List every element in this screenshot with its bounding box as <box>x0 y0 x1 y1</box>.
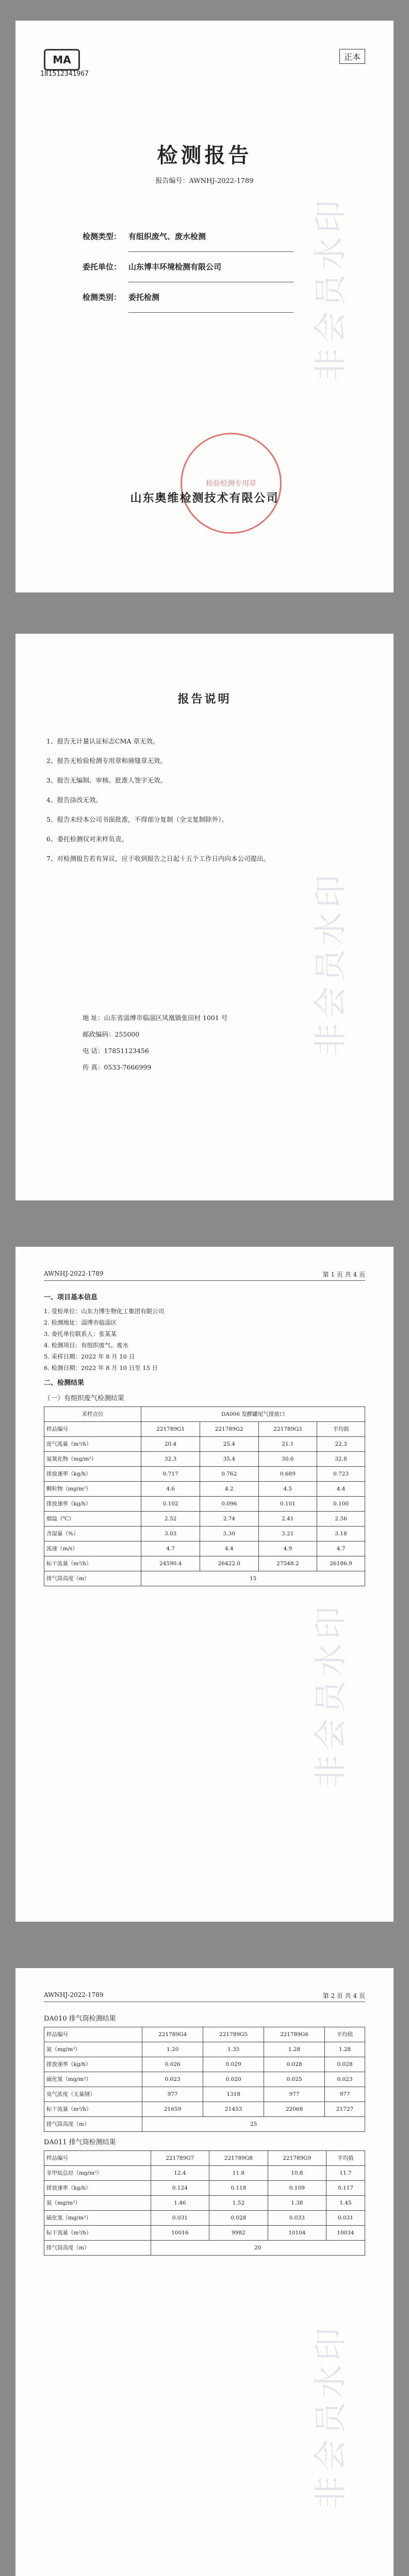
table-cell: 平均值 <box>325 2027 365 2042</box>
table-cell: 氨（mg/m³） <box>44 2196 151 2211</box>
table-cell: 4.6 <box>141 1482 200 1497</box>
table-row <box>44 2211 365 2226</box>
table-row <box>44 2087 365 2102</box>
table-cell: 颗粒物（mg/m³） <box>44 1482 141 1497</box>
statement-page <box>15 634 394 1200</box>
table-cell: 2.41 <box>258 1512 317 1527</box>
table-cell: 10.8 <box>268 2166 326 2181</box>
table-cell: 12.4 <box>151 2166 209 2181</box>
results-page-2 <box>15 1968 394 2576</box>
table-cell: 氨（mg/m³） <box>44 2042 142 2057</box>
table-cell: 10034 <box>326 2226 365 2241</box>
table-cell: 4.4 <box>317 1482 365 1497</box>
table-cell: 11.8 <box>209 2166 268 2181</box>
table-cell: 硫化氢（mg/m³） <box>44 2072 142 2087</box>
table-cell: 1.52 <box>209 2196 268 2211</box>
table-cell: 221789G3 <box>258 1422 317 1437</box>
table-cell: 1.28 <box>325 2042 365 2057</box>
table-header-cell: DA006 发酵罐尾气排放口 <box>141 1407 365 1422</box>
table-cell: 平均值 <box>326 2151 365 2166</box>
table-cell: 排气筒高度（m） <box>44 1571 141 1586</box>
table-cell: 21659 <box>142 2102 203 2117</box>
table-cell: 4.2 <box>200 1482 258 1497</box>
table-cell: 30.6 <box>258 1452 317 1467</box>
table-cell: 0.028 <box>264 2057 325 2072</box>
table-cell: 0.031 <box>151 2211 209 2226</box>
waste-gas-table <box>44 1406 365 1586</box>
table-cell: 21453 <box>203 2102 264 2117</box>
official-stamp: 检验检测专用章 <box>181 433 282 534</box>
table-cell: 20.4 <box>141 1437 200 1452</box>
table-row <box>44 2042 365 2057</box>
table-cell: 0.124 <box>151 2181 209 2196</box>
table-cell: 0.033 <box>268 2211 326 2226</box>
table-cell: 0.025 <box>264 2072 325 2087</box>
table-row <box>44 2027 365 2042</box>
table-row <box>44 1422 365 1437</box>
table-cell: 0.028 <box>209 2211 268 2226</box>
table-cell: 平均值 <box>317 1422 365 1437</box>
table-cell: 15 <box>141 1571 365 1586</box>
table-cell: 标干流量（m³/h） <box>44 2226 151 2241</box>
table-cell: 0.102 <box>141 1497 200 1512</box>
table-cell: 32.8 <box>317 1452 365 1467</box>
table-cell: 22.3 <box>317 1437 365 1452</box>
table-cell: 32.3 <box>141 1452 200 1467</box>
table-cell: 11.7 <box>326 2166 365 2181</box>
table-row <box>44 2226 365 2241</box>
table-cell: 4.4 <box>200 1541 258 1556</box>
table-cell: 2.74 <box>200 1512 258 1527</box>
table-cell: 排放速率（kg/h） <box>44 1497 141 1512</box>
table-cell: 22068 <box>264 2102 325 2117</box>
table-row <box>44 2117 365 2132</box>
table-row <box>44 2196 365 2211</box>
table-cell: 3.30 <box>200 1527 258 1541</box>
table-cell: 1.28 <box>264 2042 325 2057</box>
table-cell: 221789G5 <box>203 2027 264 2042</box>
cma-logo: MA <box>44 49 80 71</box>
da010-table <box>44 2027 365 2132</box>
da011-table <box>44 2150 365 2256</box>
table-cell: 21.1 <box>258 1437 317 1452</box>
table-cell: 标干流量（m³/h） <box>44 1556 141 1571</box>
table-cell: 0.100 <box>317 1497 365 1512</box>
table-cell: 221789G1 <box>141 1422 200 1437</box>
table-cell: 臭气浓度（无量纲） <box>44 2087 142 2102</box>
table-cell: 221789G9 <box>268 2151 326 2166</box>
table-title: DA011 排气筒检测结果 <box>44 2139 116 2146</box>
table-cell: 0.109 <box>268 2181 326 2196</box>
table-cell: 4.7 <box>141 1541 200 1556</box>
contact-info: 地 址：山东省淄博市临淄区凤凰镇张田村 1001 号 邮政编码：255000 电 话：17851123456 传 真：0533-7666999 <box>83 1014 228 1071</box>
table-cell: 21727 <box>325 2102 365 2117</box>
table-cell: 4.5 <box>258 1482 317 1497</box>
table-cell: 1.45 <box>326 2196 365 2211</box>
table-cell: 氮氧化物（mg/m³） <box>44 1452 141 1467</box>
report-number: 报告编号：AWNHJ-2022-1789 <box>155 177 254 185</box>
table-cell: 流速（m/s） <box>44 1541 141 1556</box>
table-cell: 0.101 <box>258 1497 317 1512</box>
table-cell: 977 <box>264 2087 325 2102</box>
table-cell: 1.20 <box>142 2042 203 2057</box>
table-cell: 0.020 <box>203 2072 264 2087</box>
table-cell: 1.46 <box>151 2196 209 2211</box>
report-title: 检测报告 <box>157 144 252 167</box>
statement-notes: 1、报告无计量认证标志CMA 章无效。 2、报告无检验检测专用章和骑缝章无效。 3、报告无编制、审核、批准人签字无效。 4、报告涂改无效。 5、报告未经本公司书面批准，不得部分复制（全文复制除外）。 6、委托检测仅对来样负责。 7、对检测报告若有异议，应于收到报告之日起十五个工作日内向本公司提出。 <box>46 737 270 862</box>
table-cell: 0.028 <box>325 2057 365 2072</box>
table-cell: 977 <box>325 2087 365 2102</box>
table-cell: 排放速率（kg/h） <box>44 1467 141 1482</box>
watermark: 非会员水印 <box>312 196 350 381</box>
table-cell: 221789G6 <box>264 2027 325 2042</box>
table-row <box>44 1467 365 1482</box>
table-cell: 221789G4 <box>142 2027 203 2042</box>
table-cell: 4.9 <box>258 1541 317 1556</box>
table-cell: 0.026 <box>142 2057 203 2072</box>
table-row <box>44 1482 365 1497</box>
table-cell: 排气筒高度（m） <box>44 2117 142 2132</box>
table-cell: 0.762 <box>200 1467 258 1482</box>
table-row <box>44 2072 365 2087</box>
table-cell: 烟温（℃） <box>44 1512 141 1527</box>
table-cell: 1.38 <box>268 2196 326 2211</box>
table-row <box>44 1437 365 1452</box>
table-cell: 27548.2 <box>258 1556 317 1571</box>
table-row <box>44 1556 365 1571</box>
table-cell: 排放速率（kg/h） <box>44 2057 142 2072</box>
table-cell: 排气筒高度（m） <box>44 2241 151 2256</box>
table-cell: 样品编号 <box>44 1422 141 1437</box>
table-cell: 样品编号 <box>44 2151 151 2166</box>
table-cell: 26422.0 <box>200 1556 258 1571</box>
table-cell: 221789G2 <box>200 1422 258 1437</box>
statement-title: 报告说明 <box>177 692 232 706</box>
table-row <box>44 1497 365 1512</box>
table-row <box>44 1512 365 1527</box>
watermark: 非会员水印 <box>312 2324 350 2509</box>
table-cell: 含湿量（%） <box>44 1527 141 1541</box>
table-row <box>44 2151 365 2166</box>
table-cell: 26186.9 <box>317 1556 365 1571</box>
table-cell: 排放速率（kg/h） <box>44 2181 151 2196</box>
project-info: 1. 受检单位：山东力博生物化工集团有限公司 2. 检测地址：淄博市临淄区 3. 委托单位联系人：张某某 4. 检测项目：有组织废气、废水 5. 采样日期：2022 年 8 月 10 日 6. 检测日期：2022 年 8 月 10 日至 15 日 <box>44 1308 165 1371</box>
table-row <box>44 1452 365 1467</box>
table-cell: 3.21 <box>258 1527 317 1541</box>
table-cell: 10104 <box>268 2226 326 2241</box>
table-title: DA010 排气筒检测结果 <box>44 2015 116 2023</box>
table-cell: 35.4 <box>200 1452 258 1467</box>
table-cell: 4.7 <box>317 1541 365 1556</box>
table-cell: 0.723 <box>317 1467 365 1482</box>
page-header: AWNHJ-2022-1789 第 1 页 共 4 页 <box>44 1270 365 1281</box>
section-title: 一、项目基本信息 <box>44 1294 98 1301</box>
copy-label: 正本 <box>339 49 365 64</box>
table-cell: 0.023 <box>142 2072 203 2087</box>
table-cell: 25.4 <box>200 1437 258 1452</box>
table-cell: 9982 <box>209 2226 268 2241</box>
table-cell: 标干流量（m³/h） <box>44 2102 142 2117</box>
results-page-1 <box>15 1247 394 1922</box>
watermark: 非会员水印 <box>312 1602 350 1788</box>
table-cell: 0.096 <box>200 1497 258 1512</box>
page-header: AWNHJ-2022-1789 第 2 页 共 4 页 <box>44 1991 365 2002</box>
table-cell: 0.118 <box>209 2181 268 2196</box>
table-row <box>44 1571 365 1586</box>
table-row <box>44 2057 365 2072</box>
table-cell: 2.52 <box>141 1512 200 1527</box>
table-cell: 0.031 <box>326 2211 365 2226</box>
table-cell: 0.717 <box>141 1467 200 1482</box>
table-cell: 0.689 <box>258 1467 317 1482</box>
table-row <box>44 1541 365 1556</box>
table-cell: 非甲烷总烃（mg/m³） <box>44 2166 151 2181</box>
table-cell: 3.03 <box>141 1527 200 1541</box>
table-cell: 2.56 <box>317 1512 365 1527</box>
table-cell: 24590.4 <box>141 1556 200 1571</box>
table-row <box>44 2102 365 2117</box>
table-cell: 25 <box>142 2117 365 2132</box>
table-cell: 10016 <box>151 2226 209 2241</box>
table-cell: 0.029 <box>203 2057 264 2072</box>
watermark: 非会员水印 <box>312 871 350 1056</box>
section-title: 二、检测结果 <box>44 1379 85 1387</box>
table-cell: 20 <box>151 2241 365 2256</box>
table-cell: 1.35 <box>203 2042 264 2057</box>
table-cell: 3.18 <box>317 1527 365 1541</box>
table-row <box>44 2181 365 2196</box>
table-header-cell: 采样点位 <box>44 1407 141 1422</box>
table-cell: 0.117 <box>326 2181 365 2196</box>
cover-page <box>15 21 394 592</box>
cover-fields: 检测类型： 有组织废气、废水检测 委托单位： 山东博丰环境检测有限公司 检测类别： 委托检测 <box>83 222 293 313</box>
table-cell: 221789G8 <box>209 2151 268 2166</box>
table-row <box>44 1527 365 1541</box>
table-cell: 221789G7 <box>151 2151 209 2166</box>
table-cell: 硫化氢（mg/m³） <box>44 2211 151 2226</box>
table-cell: 977 <box>142 2087 203 2102</box>
subsection-title: （一）有组织废气检测结果 <box>44 1395 125 1402</box>
table-cell: 0.023 <box>325 2072 365 2087</box>
table-row <box>44 2241 365 2256</box>
table-cell: 废气流量（m³/h） <box>44 1437 141 1452</box>
table-row <box>44 2166 365 2181</box>
table-cell: 样品编号 <box>44 2027 142 2042</box>
cma-number: 181512341967 <box>40 70 89 78</box>
table-cell: 1318 <box>203 2087 264 2102</box>
issuer-name: 山东奥维检测技术有限公司 <box>130 492 279 505</box>
